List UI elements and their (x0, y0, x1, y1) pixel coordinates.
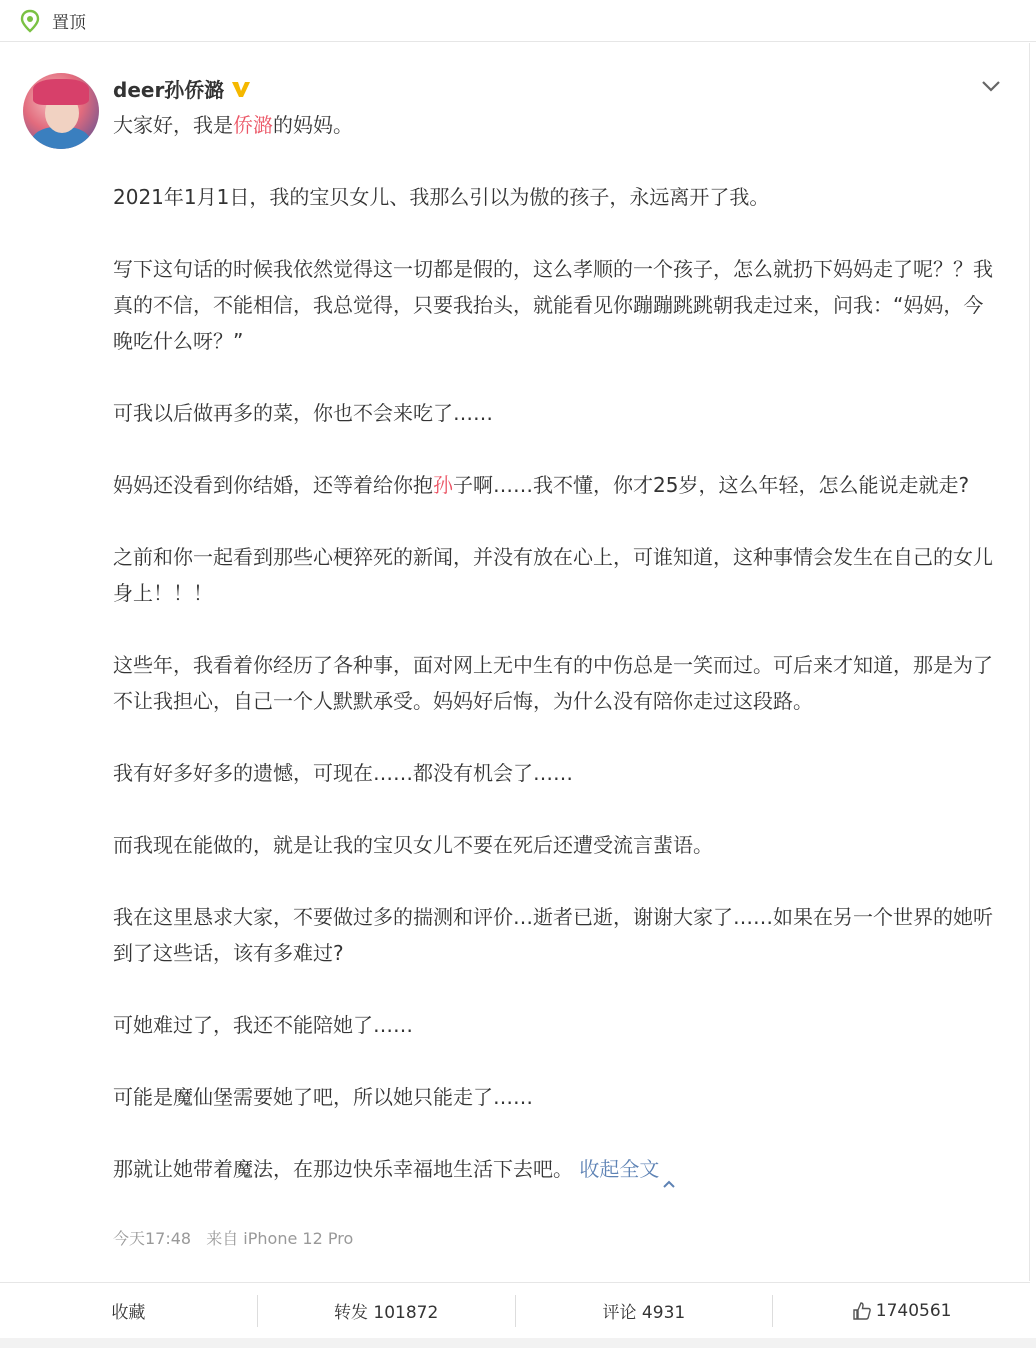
bottom-strip (0, 1338, 1036, 1348)
post-paragraph: 写下这句话的时候我依然觉得这一切都是假的，这么孝顺的一个孩子，怎么就扔下妈妈走了呢？？我真的不信，不能相信，我总觉得，只要我抬头，就能看见你蹦蹦跳跳朝我走过来，问我：“妈妈，今晚吃什么呀？” (113, 257, 993, 353)
verified-v-icon (230, 78, 252, 100)
post-paragraph: 我在这里恳求大家，不要做过多的揣测和评价…逝者已逝，谢谢大家了……如果在另一个世界的她听到了这些话，该有多难过? (113, 905, 993, 965)
like-button[interactable]: 1740561 (772, 1295, 1030, 1327)
comment-button[interactable]: 评论 4931 (515, 1295, 773, 1327)
chevron-up-icon (662, 1164, 676, 1174)
post-paragraph: 可我以后做再多的菜，你也不会来吃了…… (113, 401, 493, 425)
post-paragraph: 可能是魔仙堡需要她了吧，所以她只能走了…… (113, 1085, 533, 1109)
post-paragraph: 我有好多好多的遗憾，可现在……都没有机会了…… (113, 761, 573, 785)
avatar[interactable] (23, 73, 99, 149)
collapse-full-text-link[interactable]: 收起全文 (579, 1157, 676, 1181)
pinned-bar (0, 0, 1036, 42)
repost-button[interactable]: 转发 101872 (257, 1295, 515, 1327)
post-time[interactable]: 今天17:48 (113, 1229, 192, 1248)
action-bar (0, 1282, 1030, 1338)
thumbs-up-icon (852, 1301, 872, 1321)
chevron-down-icon[interactable] (980, 77, 1002, 95)
post-paragraph: 大家好，我是侨潞的妈妈。 (113, 113, 353, 137)
post-source: 来自 iPhone 12 Pro (206, 1229, 354, 1248)
post-paragraph: 而我现在能做的，就是让我的宝贝女儿不要在死后还遭受流言蜚语。 (113, 833, 713, 857)
post-paragraph: 之前和你一起看到那些心梗猝死的新闻，并没有放在心上，可谁知道，这种事情会发生在自己的女儿身上！！！ (113, 545, 993, 605)
post-paragraph: 妈妈还没看到你结婚，还等着给你抱孙子啊……我不懂，你才25岁，这么年轻，怎么能说走就走? (113, 473, 970, 497)
post-paragraph: 这些年，我看着你经历了各种事，面对网上无中生有的中伤总是一笑而过。可后来才知道，那是为了不让我担心，自己一个人默默承受。妈妈好后悔，为什么没有陪你走过这段路。 (113, 653, 993, 713)
pinned-label: 置顶 (52, 13, 86, 33)
post-content (113, 107, 1003, 1187)
favorite-button[interactable]: 收藏 (111, 1303, 146, 1323)
post-paragraph: 2021年1月1日，我的宝贝女儿、我那么引以为傲的孩子，永远离开了我。 (113, 185, 770, 209)
weibo-post (0, 43, 1030, 1281)
pin-location-icon (18, 9, 42, 33)
username[interactable]: deer孙侨潞 (113, 78, 225, 102)
post-meta (113, 1226, 353, 1249)
mention-link[interactable]: 侨潞 (233, 113, 273, 137)
highlight-text: 孙 (433, 473, 453, 497)
username-row (113, 74, 252, 103)
post-paragraph: 那就让她带着魔法，在那边快乐幸福地生活下去吧。 收起全文 (113, 1151, 1003, 1187)
post-paragraph: 可她难过了，我还不能陪她了…… (113, 1013, 413, 1037)
